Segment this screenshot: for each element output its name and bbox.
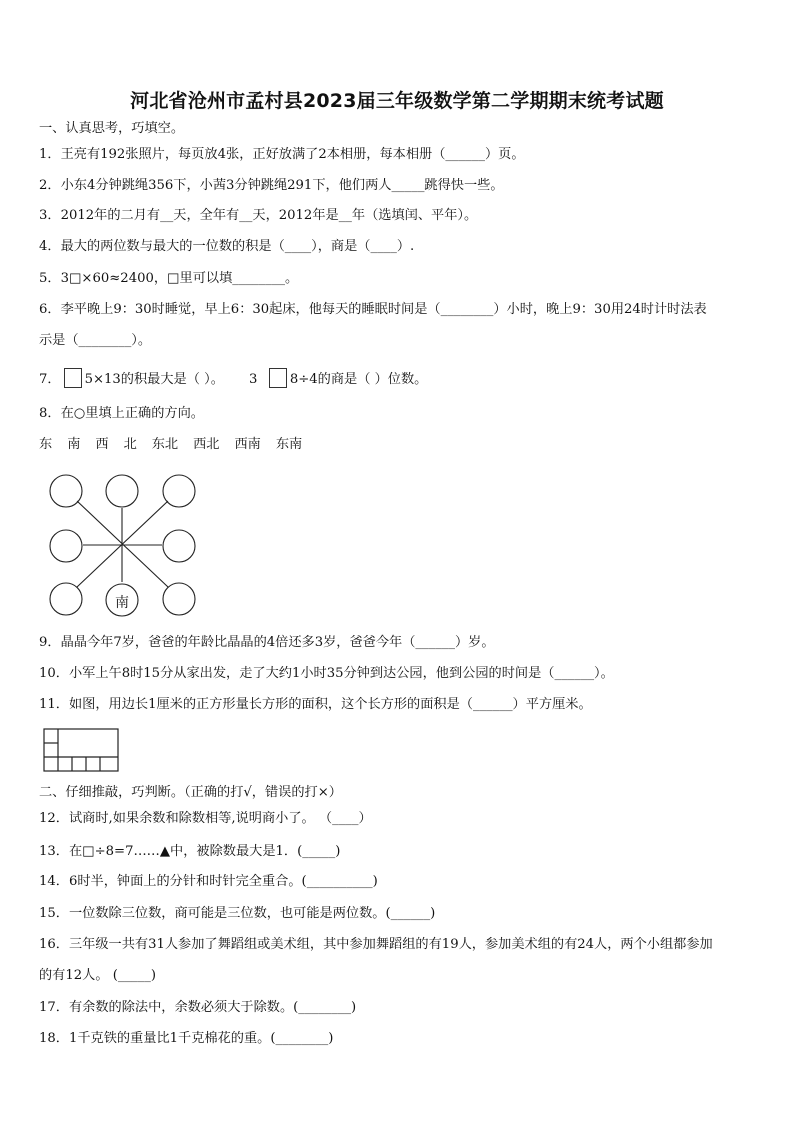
question-7-number: 7． — [39, 372, 61, 387]
question-18: 18．1千克铁的重量比1千克棉花的重。(________) — [39, 1031, 334, 1046]
question-7-part-1: 5×13的积最大是（ ）。 — [84, 372, 224, 387]
direction-circle — [163, 475, 195, 507]
answer-box — [269, 368, 287, 388]
section-heading-judge: 二、仔细推敲，巧判断。（正确的打√，错误的打×） — [39, 785, 342, 800]
direction-circle — [163, 583, 195, 615]
section-heading-fill-in: 一、认真思考，巧填空。 — [39, 121, 185, 136]
question-16-line-2: 的有12人。 (_____) — [39, 968, 156, 983]
page-title: 河北省沧州市孟村县2023届三年级数学第二学期期末统考试题 — [130, 90, 664, 112]
question-10: 10．小军上午8时15分从家出发，走了大约1小时35分钟到达公园，他到公园的时间是（______）。 — [39, 666, 614, 681]
question-15: 15．一位数除三位数，商可能是三位数，也可能是两位数。(______) — [39, 906, 436, 921]
compass-direction-diagram — [40, 470, 205, 620]
direction-word: 南 — [67, 437, 81, 452]
question-6-line-2: 示是（________）。 — [39, 333, 152, 348]
question-17: 17．有余数的除法中，余数必须大于除数。(________) — [39, 1000, 357, 1015]
question-14: 14．6时半，钟面上的分针和时针完全重合。(__________) — [39, 874, 378, 889]
direction-word: 西 — [95, 437, 109, 452]
direction-circle — [50, 475, 82, 507]
question-6-line-1: 6．李平晚上9：30时睡觉，早上6：30起床，他每天的睡眠时间是（________）小时，晚上9：30用24时计时法表 — [39, 302, 707, 317]
question-9: 9．晶晶今年7岁，爸爸的年龄比晶晶的4倍还多3岁，爸爸今年（______）岁。 — [39, 635, 495, 650]
question-13: 13．在□÷8=7……▲中，被除数最大是1．(_____) — [39, 844, 341, 859]
answer-box — [64, 368, 82, 388]
question-1: 1．王亮有192张照片，每页放4张，正好放满了2本相册，每本相册（______）页。 — [39, 147, 525, 162]
question-3: 3．2012年的二月有__天，全年有__天，2012年是__年（选填闰、平年）。 — [39, 208, 478, 223]
rectangle-area-grid — [41, 727, 121, 775]
direction-word: 北 — [123, 437, 137, 452]
question-5: 5．3□×60≈2400，□里可以填________。 — [39, 271, 299, 286]
question-2: 2．小东4分钟跳绳356下，小茜3分钟跳绳291下，他们两人_____跳得快一些。 — [39, 178, 504, 193]
question-7-digit: 3 — [249, 372, 258, 387]
question-11: 11．如图，用边长1厘米的正方形量长方形的面积，这个长方形的面积是（______）平方厘米。 — [39, 697, 592, 712]
direction-circle — [106, 475, 138, 507]
question-7 — [39, 368, 427, 389]
direction-word: 西南 — [234, 437, 261, 452]
question-12: 12．试商时,如果余数和除数相等,说明商小了。 （____） — [39, 811, 372, 826]
direction-circle — [163, 530, 195, 562]
direction-word-list — [39, 436, 317, 454]
question-8: 8．在○里填上正确的方向。 — [39, 406, 204, 421]
direction-word: 东南 — [275, 437, 303, 452]
direction-word: 东北 — [151, 437, 179, 452]
compass-south-label: 南 — [115, 595, 129, 611]
question-4: 4．最大的两位数与最大的一位数的积是（____），商是（____）. — [39, 239, 415, 254]
direction-circle — [50, 530, 82, 562]
question-16-line-1: 16．三年级一共有31人参加了舞蹈组或美术组，其中参加舞蹈组的有19人，参加美术组的有24人，两个小组都参加 — [39, 937, 713, 952]
question-7-part-2: 8÷4的商是（ ）位数。 — [289, 372, 428, 387]
direction-word: 东 — [39, 437, 53, 452]
direction-word: 西北 — [193, 437, 220, 452]
direction-circle — [50, 583, 82, 615]
